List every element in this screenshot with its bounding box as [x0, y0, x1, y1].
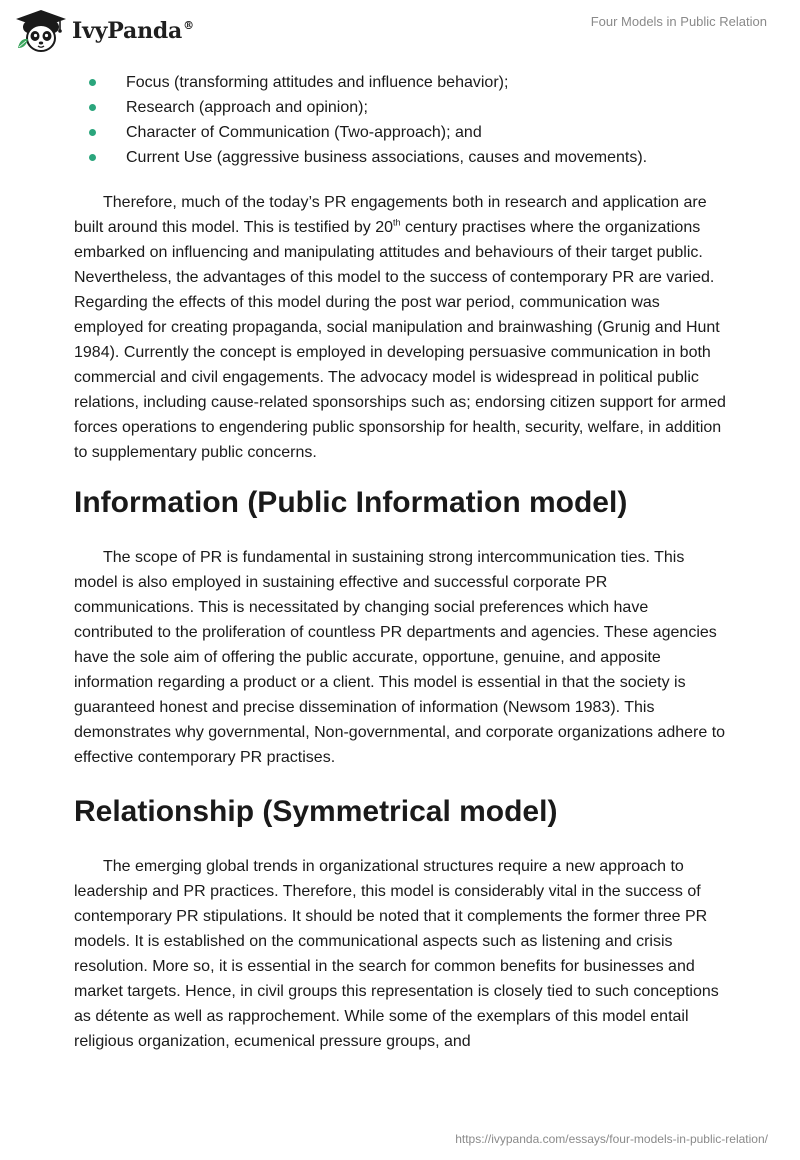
- document-title: Four Models in Public Relation: [590, 14, 767, 29]
- list-item: Focus (transforming attitudes and influence behavior);: [74, 70, 726, 95]
- model-characteristics-list: [74, 70, 726, 170]
- list-item: Research (approach and opinion);: [74, 95, 726, 120]
- list-item: Current Use (aggressive business associations, causes and movements).: [74, 145, 726, 170]
- panda-graduate-icon: [14, 8, 68, 54]
- information-paragraph: The scope of PR is fundamental in sustaining strong intercommunication ties. This model is also employed in sustaining effective and successful corporate PR communications. This is necessitated by changing social preferences which have contributed to the proliferation of countless PR departments and agencies. These agencies have the sole aim of offering the public accurate, opportune, genuine, and apposite information regarding a product or a client. This model is essential in that the society is guaranteed honest and precise dissemination of information (Newsom 1983). This demonstrates why governmental, Non-governmental, and corporate organizations adhere to effective contemporary PR practises.: [74, 549, 726, 766]
- logo-wordmark: [72, 18, 194, 44]
- registered-mark: ®: [183, 19, 194, 32]
- logo-text: IvyPanda: [72, 18, 183, 44]
- document-body: [74, 70, 726, 1054]
- advocacy-paragraph: [74, 190, 726, 465]
- page-header: [0, 0, 800, 60]
- paragraph-text-end: century practises where the organizations embarked on influencing and manipulating attitudes and behaviours of their target public. Nevertheless, the advantages of this model to the success of contemporary PR are varied. Regarding the effects of this model during the post war period, communication was employed for creating propaganda, social manipulation and brainwashing (Grunig and Hunt 1984). Currently the concept is employed in developing persuasive communication in both commercial and civil engagements. The advocacy model is widespread in political public relations, including cause-related sponsorships such as; endorsing citizen support for armed forces operations to engendering public sponsorship for health, security, welfare, in addition to supplementary public concerns.: [74, 219, 726, 461]
- ordinal-suffix: th: [392, 217, 401, 228]
- ivypanda-logo[interactable]: [14, 8, 194, 54]
- relationship-paragraph: The emerging global trends in organizational structures require a new approach to leadership and PR practices. Therefore, this model is considerably vital in the success of contemporary PR stipulations. It should be noted that it complements the former three PR models. It is established on the communicational aspects such as listening and crisis resolution. More so, it is essential in the search for common benefits for businesses and market targets. Hence, in civil groups this representation is closely tied to such conceptions as détente as well as rapprochement. While some of the exemplars of this model entail religious organization, ecumenical pressure groups, and: [74, 858, 719, 1050]
- source-url-link[interactable]: https://ivypanda.com/essays/four-models-in-public-relation/: [455, 1132, 768, 1146]
- section-heading-information: Information (Public Information model): [74, 486, 628, 519]
- section-heading-relationship: Relationship (Symmetrical model): [74, 795, 558, 828]
- paragraph-text-start: Therefore, much of the today’s PR engagements both in research and application are built around this model. This is testified by 20: [74, 194, 707, 236]
- list-item: Character of Communication (Two-approach); and: [74, 120, 726, 145]
